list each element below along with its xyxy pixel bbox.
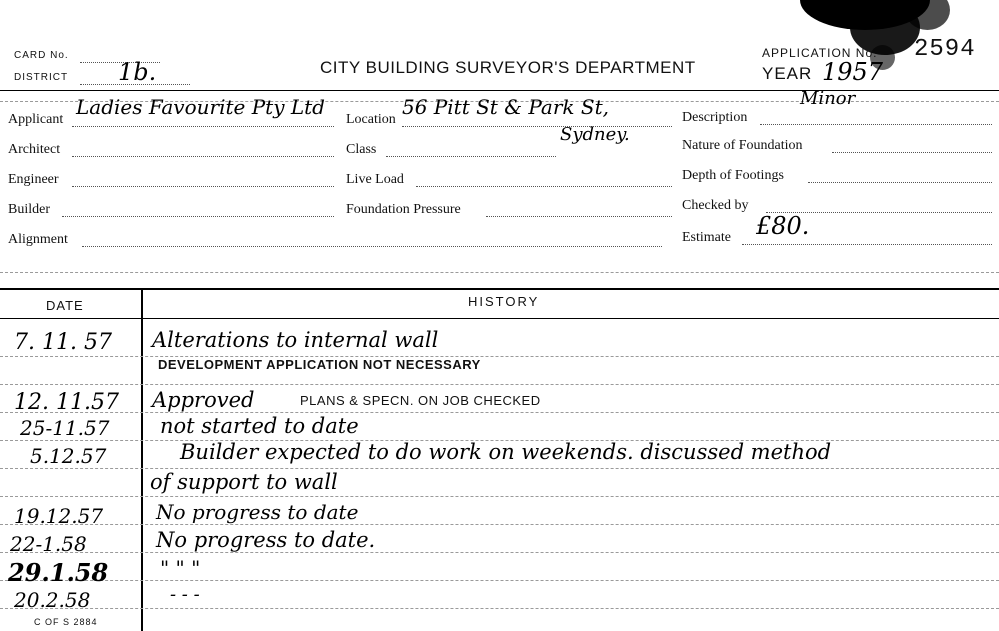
district-label: DISTRICT: [14, 72, 69, 83]
foundation-pressure-line: [486, 216, 672, 217]
rule: [0, 468, 999, 469]
history-date: 5.12.57: [30, 444, 107, 468]
application-no-value: 2594: [914, 36, 976, 63]
history-date: 25-11.57: [20, 416, 110, 440]
depth-of-footings-label: Depth of Footings: [682, 168, 784, 183]
history-text: Builder expected to do work on weekends. discussed method: [180, 440, 832, 464]
alignment-line: [82, 246, 662, 247]
location-label: Location: [346, 112, 396, 127]
description-label: Description: [682, 110, 748, 125]
history-date: 22-1.58: [10, 532, 87, 556]
rule: [0, 496, 999, 497]
year-label: YEAR: [762, 64, 813, 83]
live-load-line: [416, 186, 672, 187]
applicant-value: Ladies Favourite Pty Ltd: [76, 95, 325, 119]
history-text: " " ": [160, 556, 201, 580]
application-no-label: APPLICATION No.: [762, 46, 878, 60]
location-value: 56 Pitt St & Park St,: [402, 95, 609, 119]
architect-line: [72, 156, 334, 157]
history-date: 19.12.57: [14, 504, 104, 528]
builder-line: [62, 216, 334, 217]
rule: [0, 356, 999, 357]
history-text: Approved: [152, 388, 255, 412]
alignment-label: Alignment: [8, 232, 68, 247]
history-date: 7. 11. 57: [14, 330, 112, 355]
nature-of-foundation-label: Nature of Foundation: [682, 138, 803, 153]
history-header-divider: [0, 318, 999, 319]
engineer-line: [72, 186, 334, 187]
builder-label: Builder: [8, 202, 50, 217]
date-header: DATE: [46, 298, 84, 313]
description-value: Minor: [800, 88, 856, 109]
estimate-value: £80.: [756, 212, 810, 240]
location-value-2: Sydney.: [560, 124, 630, 145]
applicant-line: [72, 126, 334, 127]
rule: [0, 272, 999, 273]
live-load-label: Live Load: [346, 172, 404, 187]
description-line: [760, 124, 992, 125]
history-header: HISTORY: [468, 294, 540, 309]
history-text: No progress to date: [156, 500, 359, 524]
location-line: [402, 126, 672, 127]
engineer-label: Engineer: [8, 172, 59, 187]
card-no-label: CARD No.: [14, 50, 69, 61]
checked-by-label: Checked by: [682, 198, 749, 213]
history-text: No progress to date.: [156, 528, 376, 552]
applicant-label: Applicant: [8, 112, 64, 127]
history-text-continued: of support to wall: [150, 470, 338, 494]
history-text: - - -: [170, 584, 200, 605]
class-label: Class: [346, 142, 377, 157]
rule: [0, 608, 999, 609]
depth-of-footings-line: [808, 182, 992, 183]
history-date: 29.1.58: [8, 558, 109, 587]
history-stamp: DEVELOPMENT APPLICATION NOT NECESSARY: [158, 357, 481, 372]
architect-label: Architect: [8, 142, 61, 157]
rule: [0, 580, 999, 581]
district-value: 1b.: [118, 58, 157, 86]
rule: [0, 552, 999, 553]
rule: [0, 412, 999, 413]
foundation-pressure-label: Foundation Pressure: [346, 202, 461, 217]
history-date: 20.2.58: [14, 588, 91, 612]
year-value: 1957: [822, 58, 884, 86]
history-text: not started to date: [160, 414, 359, 438]
history-top-border: [0, 288, 999, 290]
history-date: 12. 11.57: [14, 390, 119, 415]
rule: [0, 524, 999, 525]
nature-of-foundation-line: [832, 152, 992, 153]
class-line: [386, 156, 556, 157]
rule: [0, 384, 999, 385]
history-stamp: PLANS & SPECN. ON JOB CHECKED: [300, 393, 541, 408]
history-text: Alterations to internal wall: [152, 328, 439, 352]
estimate-line: [742, 244, 992, 245]
form-code: C OF S 2884: [34, 617, 98, 627]
estimate-label: Estimate: [682, 230, 731, 245]
department-title: CITY BUILDING SURVEYOR'S DEPARTMENT: [320, 58, 696, 77]
